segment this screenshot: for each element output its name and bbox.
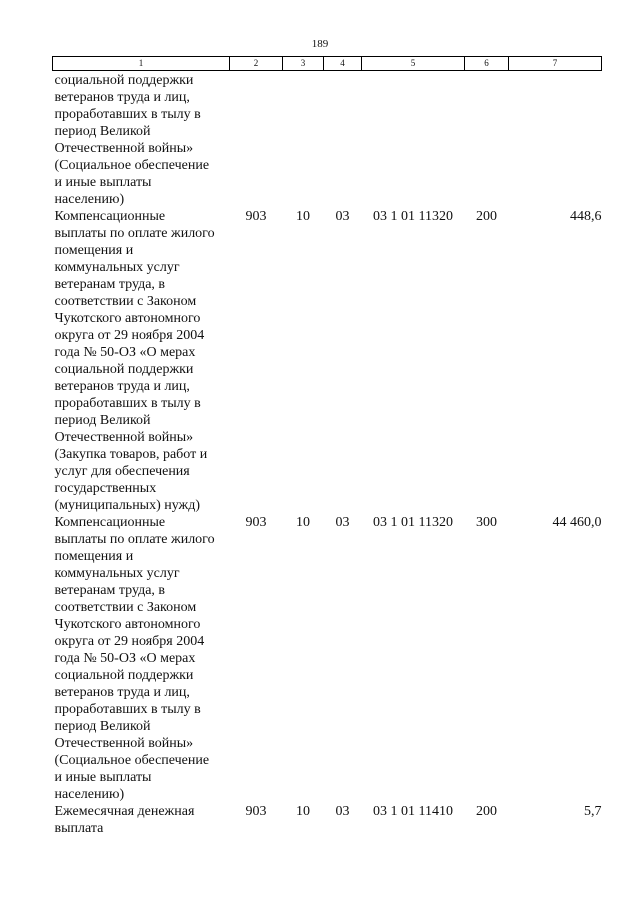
row-name-line: государственных bbox=[54, 481, 157, 496]
row-name-line: коммунальных услуг bbox=[54, 566, 180, 581]
row-name-line: населению) bbox=[54, 192, 125, 207]
budget-table bbox=[52, 56, 602, 837]
row-name-line: услуг для обеспечения bbox=[54, 464, 190, 479]
row-target-code bbox=[362, 71, 465, 209]
row-name-line: социальной поддержки bbox=[54, 362, 194, 377]
row-name-line: Компенсационные bbox=[54, 209, 166, 224]
row-name-line: выплаты по оплате жилого bbox=[54, 532, 215, 547]
row-name-line: помещения и bbox=[54, 549, 134, 564]
row-name-line: (Закупка товаров, работ и bbox=[54, 447, 208, 462]
row-name bbox=[53, 803, 230, 837]
row-name-line: ветеранам труда, в bbox=[54, 583, 166, 598]
header-col-6: 6 bbox=[465, 57, 509, 71]
row-section: 10 bbox=[296, 209, 310, 224]
row-name bbox=[53, 71, 230, 209]
header-col-7: 7 bbox=[509, 57, 602, 71]
row-name-line: выплата bbox=[54, 821, 104, 836]
row-amount: 5,7 bbox=[584, 804, 602, 819]
row-name-line: Компенсационные bbox=[54, 515, 166, 530]
row-subsection: 03 bbox=[335, 804, 350, 819]
row-name-line: выплаты по оплате жилого bbox=[54, 226, 215, 241]
row-name-line: округа от 29 ноября 2004 bbox=[54, 634, 205, 649]
row-section: 10 bbox=[296, 515, 310, 530]
row-name-line: соответствии с Законом bbox=[54, 600, 197, 615]
row-target-code: 03 1 01 11410 bbox=[373, 804, 453, 819]
table-row bbox=[53, 208, 602, 514]
row-grbs: 903 bbox=[245, 209, 267, 224]
row-subsection bbox=[324, 71, 362, 209]
row-expense-type: 300 bbox=[476, 515, 497, 530]
header-col-1: 1 bbox=[53, 57, 230, 71]
row-amount bbox=[509, 71, 602, 209]
row-name-line: (муниципальных) нужд) bbox=[54, 498, 201, 513]
header-row bbox=[53, 57, 602, 71]
header-col-3: 3 bbox=[283, 57, 324, 71]
row-name-line: Чукотского автономного bbox=[54, 617, 201, 632]
row-name-line: и иные выплаты bbox=[54, 175, 152, 190]
table-row bbox=[53, 803, 602, 837]
row-target-code: 03 1 01 11320 bbox=[373, 515, 453, 530]
row-name-line: проработавших в тылу в bbox=[54, 702, 201, 717]
row-grbs bbox=[230, 71, 283, 209]
row-name-line: и иные выплаты bbox=[54, 770, 152, 785]
row-name-line: Ежемесячная денежная bbox=[54, 804, 195, 819]
row-expense-type: 200 bbox=[476, 804, 497, 819]
table-row bbox=[53, 514, 602, 803]
row-subsection: 03 bbox=[335, 209, 350, 224]
row-name bbox=[53, 208, 230, 514]
table-header bbox=[53, 57, 602, 71]
row-name-line: (Социальное обеспечение bbox=[54, 753, 210, 768]
row-grbs: 903 bbox=[245, 515, 267, 530]
row-name-line: ветеранов труда и лиц, bbox=[54, 90, 190, 105]
row-name-line: Отечественной войны» bbox=[54, 141, 194, 156]
row-name-line: проработавших в тылу в bbox=[54, 107, 201, 122]
row-name-line: соответствии с Законом bbox=[54, 294, 197, 309]
row-amount: 44 460,0 bbox=[552, 515, 602, 530]
row-target-code: 03 1 01 11320 bbox=[373, 209, 453, 224]
row-section: 10 bbox=[296, 804, 310, 819]
row-name-line: проработавших в тылу в bbox=[54, 396, 201, 411]
page-number: 189 bbox=[311, 38, 329, 50]
table-row bbox=[53, 71, 602, 209]
row-name-line: ветеранам труда, в bbox=[54, 277, 166, 292]
row-section bbox=[283, 71, 324, 209]
header-col-4: 4 bbox=[324, 57, 362, 71]
row-name-line: помещения и bbox=[54, 243, 134, 258]
row-amount: 448,6 bbox=[570, 209, 602, 224]
row-name-line: Чукотского автономного bbox=[54, 311, 201, 326]
row-name-line: округа от 29 ноября 2004 bbox=[54, 328, 205, 343]
row-name-line: ветеранов труда и лиц, bbox=[54, 379, 190, 394]
row-name-line: социальной поддержки bbox=[54, 668, 194, 683]
row-subsection: 03 bbox=[335, 515, 350, 530]
row-name-line: период Великой bbox=[54, 719, 151, 734]
row-expense-type bbox=[465, 71, 509, 209]
row-name-line: период Великой bbox=[54, 124, 151, 139]
row-name-line: социальной поддержки bbox=[54, 73, 194, 88]
row-name-line: года № 50-ОЗ «О мерах bbox=[54, 345, 196, 360]
row-name-line: Отечественной войны» bbox=[54, 430, 194, 445]
row-name-line: года № 50-ОЗ «О мерах bbox=[54, 651, 196, 666]
row-name-line: коммунальных услуг bbox=[54, 260, 180, 275]
header-col-5: 5 bbox=[362, 57, 465, 71]
row-name-line: Отечественной войны» bbox=[54, 736, 194, 751]
row-name-line: период Великой bbox=[54, 413, 151, 428]
row-name-line: (Социальное обеспечение bbox=[54, 158, 210, 173]
row-grbs: 903 bbox=[245, 804, 267, 819]
header-col-2: 2 bbox=[230, 57, 283, 71]
row-name bbox=[53, 514, 230, 803]
row-expense-type: 200 bbox=[476, 209, 497, 224]
row-name-line: ветеранов труда и лиц, bbox=[54, 685, 190, 700]
row-name-line: населению) bbox=[54, 787, 125, 802]
